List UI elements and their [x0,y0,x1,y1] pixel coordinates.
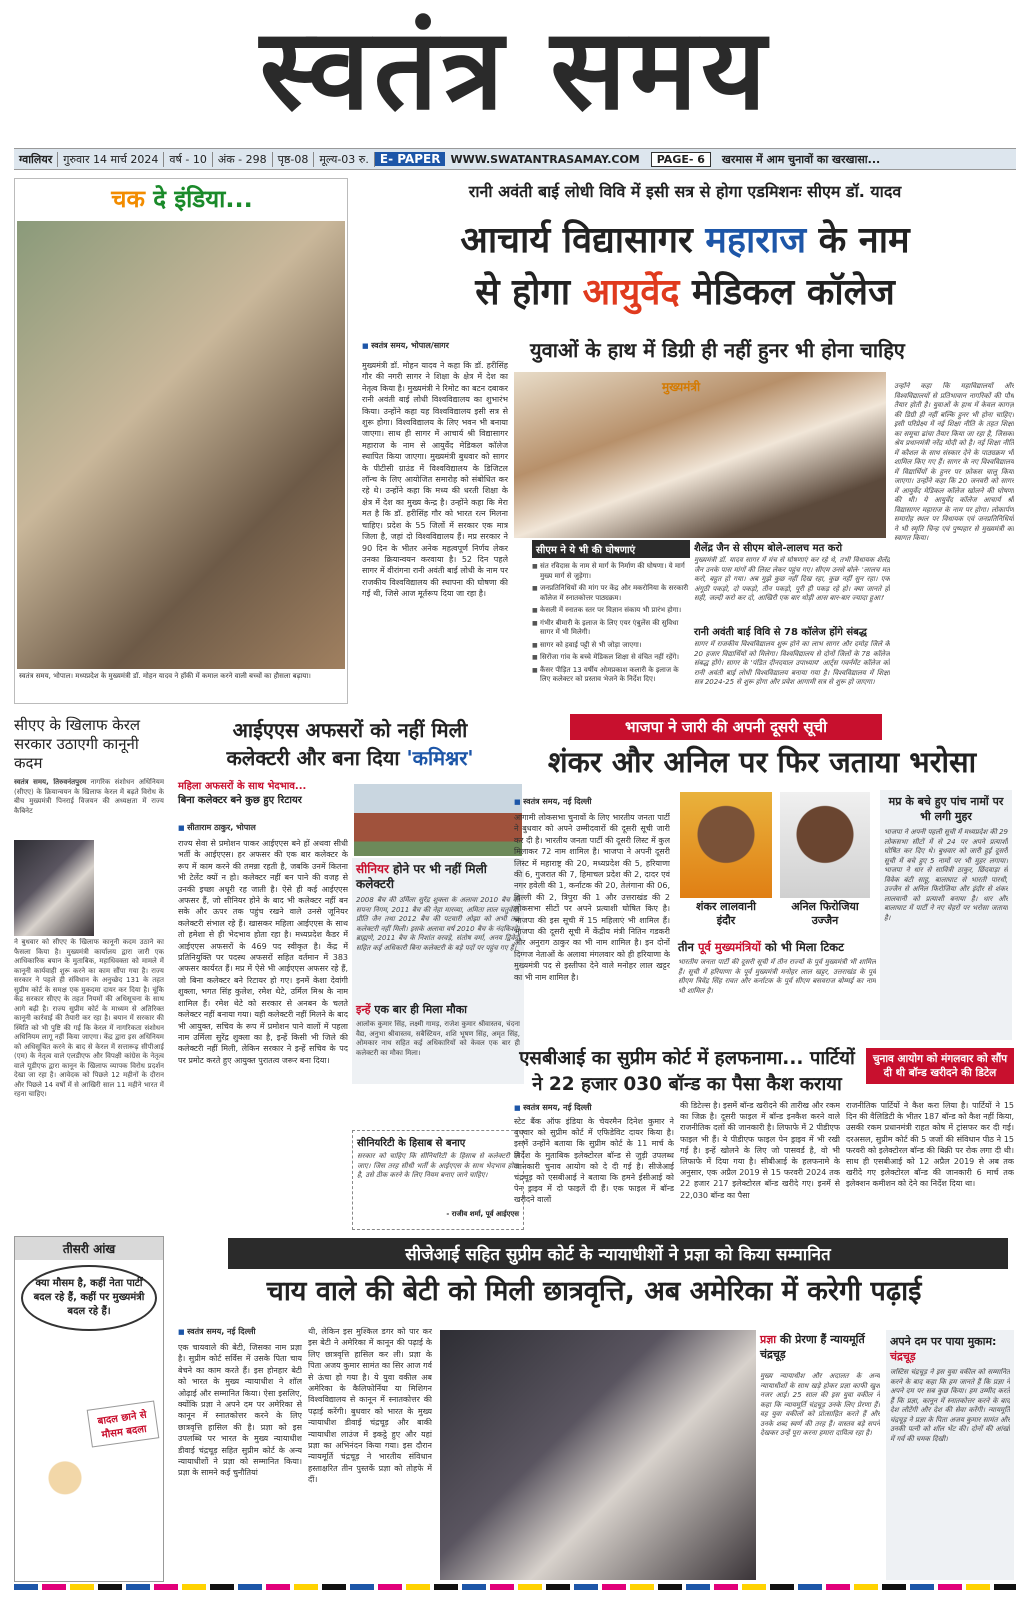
teaser-text: खरमास में आम चुनावों का खरखासा... [721,152,881,166]
ias-headline [176,716,524,772]
pragya-headline: चाय वाले की बेटी को मिली छात्रवृत्ति, अब अमेरिका में करेगी पढ़ाई [266,1276,922,1307]
page-number: PAGE- 6 [651,152,711,167]
pragya-col1: एक चायवाले की बेटी, जिसका नाम प्रज्ञा है। सुप्रीम कोर्ट सर्विस में उसके पिता चाय बेचने का काम करते हैं। इस होनहार बेटी को भारत के मुख्य न्यायाधीश ने शॉल ओढ़ाई और सम्मानित किया। ऐसा इसलिए, क्योंकि प्रज्ञा ने अपने दम पर अमेरिका से कानून में स्नातकोत्तर करने के लिए छात्रवृत्ति हासिल की है। प्रज्ञा को इस उपलब्धि पर भारत के मुख्य न्यायाधीश डीवाई चंद्रचूड़ सहित सुप्रीम कोर्ट के अन्य न्यायाधीशों ने प्रज्ञा को सम्मानित किया। प्रज्ञा के सामने कई चुनौतियां [178,1343,302,1478]
bjp-byline: ■ स्वतंत्र समय, नई दिल्ली [514,796,674,807]
ex-cm-title [678,940,878,955]
cm-point-item: ■ संत रविदास के नाम से मार्ग के निर्माण की घोषणा। ये मार्ग मुख्य मार्ग से जुड़ेगा। [532,562,690,581]
shailendra-title: शैलेंद्र जैन से सीएम बोले-लालच मत करो [694,543,843,554]
chakde-title-part1: चक [111,185,145,213]
bottom-color-strip [14,1584,1016,1590]
cm-point-item: ■ सागर को हवाई पट्टी से भी जोड़ा जाएगा। [532,641,690,651]
pragya-byline: ■ स्वतंत्र समय, नई दिल्ली [178,1326,308,1337]
ias-sub2: बिना कलेक्टर बने कुछ हुए रिटायर [178,795,302,806]
inspire-title [760,1332,880,1362]
own-body: जस्टिस चंद्रचूड़ ने इस युवा वकील को सम्मानित करने के बाद कहा कि हम जानते हैं कि प्रज्ञा ने अपने दम पर सब कुछ किया। हम उम्मीद करते हैं कि प्रज्ञा, कानून में स्नातकोत्तर करने के बाद देश लौटेंगी और देश की सेवा करेंगी। न्यायमूर्ति चंद्रचूड़ ने प्रज्ञा के पिता अजय कुमार सामंत और उनकी पत्नी को शॉल भेंट की। दोनों की आंखों में गर्व की चमक दिखी। [890,1368,1010,1443]
kerala-byline-intro [14,778,164,838]
dateline-city: ग्वालियर [14,152,58,167]
cartoon-figure [27,1457,103,1573]
pragya-photo [440,1330,756,1580]
chakde-title [15,179,349,219]
ias-byline: ■ सीताराम ठाकुर, भोपाल [178,822,348,833]
kerala-body: ने बुधवार को सीएए के खिलाफ कानूनी कदम उठाने का फैसला किया है। मुख्यमंत्री कार्यालय द्वारा जारी एक आधिकारिक बयान के मुताबिक, महाधिवक्ता को मामले में कानूनी कार्यवाही शुरू करने का काम सौंपा गया है। राज्य सरकार ने पहले ही संविधान के अनुच्छेद 131 के तहत सुप्रीम कोर्ट के समक्ष एक मुकदमा दायर कर दिया है। चूंकि केंद्र सरकार सीएए के तहत नियमों की अधिसूचना के साथ आगे बढ़ी है। राज्य सुप्रीम कोर्ट के माध्यम से अतिरिक्त कानूनी कार्रवाई की तैयारी कर रहा है। बयान में सरकार की स्थिति को भी पुष्टि की गई कि केरल में नागरिकता संशोधन अधिनियम लागू नहीं किया जाएगा। केंद्र द्वारा इस अधिनियम को अधिसूचित करने के बाद से केरल में सत्तारूढ़ सीपीआई (एम) के नेतृत्व वाले एलडीएफ और विपक्षी कांग्रेस के नेतृत्व वाले यूडीएफ द्वारा कानून के खिलाफ व्यापक विरोध प्रदर्शन देखा जा रहा है। आवेदक को पिछले 12 महीनों के दौरान और पिछले 14 वर्षों में से आखिरी साल 11 महीने भारत में रहना चाहिए। [14,938,164,1098]
masthead [0,0,1030,145]
dateline-bar [14,148,1016,170]
ias-quote-title: सीनियरिटी के हिसाब से बनाए [357,1138,466,1149]
ias-again-title [356,1002,520,1017]
lead-headline-line2 [360,267,1010,319]
cartoon-block [14,1236,164,1582]
cartoon-bubble: क्या मौसम है, कहीं नेता पार्टी बदल रहे हैं, कहीं पर मुख्यमंत्री बदल रहे हैं। [21,1265,157,1331]
sbi-col3: राजनीतिक पार्टियों ने कैश करा लिया है। पार्टियों ने 15 दिन की वैलिडिटी के भीतर 187 बॉन्ड को कैश नहीं किया, उसकी रकम प्रधानमंत्री राहत कोष में ट्रांसफर कर दी गई। दरअसल, सुप्रीम कोर्ट की 5 जजों की संविधान पीठ ने 15 फरवरी को इलेक्टोरल बॉन्ड की बिक्री पर रोक लगा दी थी। साथ ही एसबीआई को 12 अप्रैल 2019 से अब तक खरीदे गए इलेक्टोरल बॉन्ड की जानकारी 6 मार्च तक इलेक्शन कमीशन को देने का निर्देश दिया था। [846,1101,1014,1189]
ias-again-body: आलोक कुमार सिंह, लक्ष्मी गामड़, राजेश कुमार श्रीवास्तव, चंदना वैद्य, अनुभा श्रीवास्तव, सबैस्टियन, शशि भूषण सिंह, अमृत सिंह, ओमकार नाथ सहित कई अधिकारियों को केवल एक बार ही कलेक्टरी का मौका मिला। [356,1020,520,1057]
sbi-col1: स्टेट बैंक ऑफ इंडिया के चेयरमैन दिनेश कुमार ने बुधवार को सुप्रीम कोर्ट में एफिडेविट दायर किया है। इसमें उन्होंने बताया कि सुप्रीम कोर्ट के 11 मार्च के निर्देश के मुताबिक इलेक्टोरल बॉन्ड से जुड़ी उपलब्ध जानकारी चुनाव आयोग को दे दी गई है। सीजेआई चंद्रचूड़ को एसबीआई ने बताया कि हमने ईसीआई को पेन ड्राइव में दो फाइलें दी हैं। एक फाइल में बॉन्ड खरीदने वालों [514,1117,674,1205]
cand2-city: उज्जैन [811,914,839,927]
ec-box: चुनाव आयोग को मंगलवार को सौंप दी थी बॉन्ड खरीदने की डिटेल [866,1048,1014,1084]
bjp-headline: शंकर और अनिल पर फिर जताया भरोसा [547,745,977,779]
lead-hl2-a: से होगा [475,272,571,313]
chakde-caption: स्वतंत्र समय, भोपाल। मध्यप्रदेश के मुख्यमंत्री डॉ. मोहन यादव ने हॉकी में कमाल करने वाली बच्चों का हौसला बढ़ाया। [19,672,311,680]
ex-cm-b: पूर्व मुख्यमंत्रियों [697,940,761,954]
lead-headline-line1 [360,215,1010,267]
inspire-body: मुख्य न्यायाधीश और अदालत के अन्य न्यायाधीशों के साथ खड़े होकर प्रज्ञा काफी खुश नजर आई। 25 साल की इस युवा वकील ने कहा कि न्यायमूर्ति चंद्रचूड़ उनके लिए प्रेरणा हैं। वह युवा वकीलों को प्रोत्साहित करते हैं और उनके शब्द स्वर्ण की तरह हैं। वास्तव बड़े सपने देखकर उन्हें पूरा करना हमारा दायित्व रहा है। [760,1372,880,1437]
epaper-badge: E- PAPER [375,152,446,166]
cand1-city: इंदौर [716,914,736,927]
cm-point-item: ■ जनप्रतिनिधियों की मांग पर केंद्र और मकरोनिया के सरकारी कॉलेज में स्नातकोत्तर पाठ्यक्रम। [532,584,690,603]
own-title-a: अपने दम पर पाया मुकाम: [890,1335,997,1348]
lead-subhead: युवाओं के हाथ में डिग्री ही नहीं हुनर भी होना चाहिए [530,338,905,362]
chakde-title-part2: दे इंडिया... [153,185,253,213]
cm-announcements-box [532,540,690,704]
rani-body: सागर में राजकीय विश्वविद्यालय शुरू होने का लाभ सागर और दमोह जिले के 20 हजार विद्यार्थियों को मिलेगा। विश्वविद्यालय से दोनों जिलों के 78 कॉलेज संबद्ध होंगे। सागर के 'पंडित दीनदयाल उपाध्याय' आर्ट्स गवर्नमेंट कॉलेज को रानी अवंती बाई लोधी विश्वविद्यालय बनाया गया है। विश्वविद्यालय में शिक्षा सत्र 2024-25 से शुरू होगा और प्रवेश आगामी सत्र से शुरू हो जाएगा। [694,640,890,686]
ex-cm-c: को भी मिला टिकट [765,940,844,954]
own-title-b: चंद्रचूड़ [890,1350,916,1363]
lead-hl1-a: आचार्य विद्यासागर [460,220,693,261]
sbi-byline: ■ स्वतंत्र समय, नई दिल्ली [514,1102,674,1113]
cm-point-item: ■ कैंसर पीड़ित 13 वर्षीय ओमप्रकाश कलारी के इलाज के लिए कलेक्टर को प्रस्ताव भेजने के निर्देश दिए। [532,666,690,685]
ias-senior-title-a: सीनियर [356,862,389,876]
ex-cm-a: तीन [678,940,694,954]
ias-hl2-b: 'कमिश्नर' [406,746,474,770]
pragya-bar: सीजेआई सहित सुप्रीम कोर्ट के न्यायाधीशों ने प्रज्ञा को किया सम्मानित [228,1238,1008,1269]
lead-byline: ■ स्वतंत्र समय, भोपाल/सागर [362,340,532,351]
kerala-byline: स्वतंत्र समय, तिरुवनंतपुरम [14,778,87,786]
ias-headline-line2 [176,744,524,772]
lead-hl1-c: के नाम [818,220,910,261]
dateline-price: मूल्य-03 रु. [314,152,375,167]
ias-quote-body: सरकार को चाहिए कि सीनियरिटी के हिसाब से कलेक्टरी दी जाए। जिस तरह सीधी भर्ती के आईएएस के साथ भेदभाव होता है, उसे ठीक करने के लिए नियम बनाए जाने चाहिए। [357,1152,519,1179]
bjp-bar: भाजपा ने जारी की अपनी दूसरी सूची [570,714,882,740]
dateline-year: वर्ष - 10 [164,152,212,167]
ias-senior-title [356,862,520,892]
pragya-col2: थी, लेकिन इस मुश्किल डगर को पार कर इस बेटी ने अमेरिका में कानून की पढ़ाई के लिए छात्रवृत्ति हासिल कर ली। प्रज्ञा के पिता अजय कुमार सामंत का सिर आज गर्व से ऊंचा हो गया है। ये युवा वकील अब अमेरिका के कैलिफोर्निया या मिशिगन विश्वविद्यालय से कानून में स्नातकोत्तर की पढ़ाई करेंगी। बुधवार को भारत के मुख्य न्यायाधीश डीवाई चंद्रचूड़ और बाकी न्यायाधीश लाउंज में इकट्ठे हुए और यहां प्रज्ञा का अभिनंदन किया गया। इस दौरान न्यायमूर्ति चंद्रचूड़ ने भारतीय संविधान हस्ताक्षरित तीन पुस्तकें प्रज्ञा को तोहफे में दीं। [308,1327,432,1485]
ias-again-title-a: इन्हें [356,1003,371,1016]
cm-point-item: ■ गंभीर बीमारी के इलाज के लिए एयर एंबुलेंस की सुविधा सागर में भी मिलेगी। [532,619,690,638]
chakde-photo [17,221,345,669]
ias-senior-body: 2008 बैच की उर्मिला सुरेंद्र शुक्ला के अलावा 2010 बैच की सपना निगम, 2011 बैच की नेहा मारव्या, अमिता लाल चतुर्वेदी, प्रीति जैन तथा 2012 बैच की पटवारी ओझा को अभी तक कलेक्टरी नहीं मिली। इसके अलावा वर्ष 2010 बैच के नंदकिशोर ब्राह्मणे, 2011 बैच के निशांत वरवड़े, संतोष वर्मा, अनय द्विवेदी सहित कई अधिकारी बिना कलेक्टरी के बड़े पदों पर पहुंच गए हैं। [356,896,520,952]
bjp-body: आगामी लोकसभा चुनावों के लिए भारतीय जनता पार्टी ने बुधवार को अपने उम्मीदवारों की दूसरी सूची जारी कर दी है। भारतीय जनता पार्टी की दूसरी लिस्ट में कुल मिलाकर 72 नाम शामिल है। भाजपा ने अपनी दूसरी लिस्ट में महाराष्ट्र की 20, मध्यप्रदेश की 5, हरियाणा की 6, गुजरात की 7, हिमाचल प्रदेश की 2, दादर एवं नगर हवेली की 1, कर्नाटक की 20, तेलंगाना की 06, दिल्ली की 2, त्रिपुरा की 1 और उत्तराखंड की 2 लोकसभा सीटों पर अपने प्रत्याशी घोषित किए है। भाजपा की इस सूची में 15 महिलाएं भी शामिल हैं। भाजपा की दूसरी सूची में केंद्रीय मंत्री नितिन गडकरी और अनुराग ठाकुर का भी नाम शामिल है। इन दोनों दिग्गज नेताओं के अलावा मंगलवार को ही हरियाणा के मुख्यमंत्री पद से इस्तीफा देने वाले मनोहर लाल खट्टर का भी नाम शामिल है। [514,813,670,982]
kerala-intro: नागरिक संशोधन अधिनियम (सीएए) के क्रियान्वयन के खिलाफ केरल में बढ़ते विरोध के बीच मुख्यमंत्री पिनराई विजयन की अध्यक्षता में राज्य कैबिनेट [14,778,164,815]
ias-hl2-a: कलेक्टरी और बना दिया [226,746,400,770]
mp-box-title: मप्र के बचे हुए पांच नामों पर भी लगी मुहर [888,795,1004,823]
sbi-headline-line1: एसबीआई का सुप्रीम कोर्ट में हलफनामा... पार्टियों [519,1048,855,1069]
lead-hl1-b: महाराज [705,220,807,261]
dateline-issue: अंक - 298 [213,152,273,167]
cand2-name: अनिल फिरोजिया [791,900,859,913]
ias-quote-author: - राजीव शर्मा, पूर्व आईएएस [446,1210,519,1218]
ias-quote-box [352,1130,524,1230]
ias-body: राज्य सेवा से प्रमोशन पाकर आईएएस बने हों अथवा सीधी भर्ती के आईएएस। हर अफसर की एक बार कलेक्टर के रूप में काम करने की तमन्ना रहती है, जबकि उनमें कितना भी टेलेंट क्यों न हो। कलेक्टर नहीं बन पाने की वजह से उनकी इच्छा अधूरी रह जाती है। ऐसे ही कई आईएएस अफसर हैं, जो सीनियर होने के बाद भी कलेक्टर नहीं बन सके और ऊपर तक पहुंच रखने वाले उनसे जूनियर कलेक्टरी संभाल रहे हैं। खासकर महिला आईएएस के साथ तो हमेशा से ही भेदभाव होता रहा है। मध्यप्रदेश कैडर में आईएएस अफसरों के 469 पद स्वीकृत है। केंद्र में प्रतिनियुक्ति पर पदस्थ अफसरों सहित वर्तमान में 383 अफसर कार्यरत हैं। मप्र में ऐसे भी आईएएस अफसर रहे हैं, जो बिना कलेक्टर बने रिटायर हो गए। इनमें केशा देवांगी शुक्ला, भगत सिंह कुलेश, रमेश थेटे, उर्मिल मिश्र के नाम शामिल हैं। रमेश थेटे को सरकार से अनबन के चलते कलेक्टर नहीं बनाया गया। यही कलेक्टरी नहीं मिलने के बाद भी आयुक्त, सचिव के रूप में प्रमोशन पाने वालों में पहला नाम उर्मिला सुरेंद्र शुक्ला का है, इन्हें किसी भी जिले की कलेक्टरी नहीं मिली, लेकिन सरकार ने इन्हें सचिव के पद पर प्रमोट करते हुए आयुक्त पुरातत्व जरूर बना दिया। [178,839,348,1065]
ias-sub1: महिला अफसरों के साथ भेदभाव... [178,781,307,792]
ias-senior-title-b: होने पर भी नहीं मिली कलेक्टरी [356,862,487,891]
ias-again-title-b: एक बार ही मिला मौका [374,1003,468,1016]
lead-headline [360,215,1010,319]
cand2-photo [780,792,870,898]
mp-box [880,790,1012,1040]
lead-body: मुख्यमंत्री डॉ. मोहन यादव ने कहा कि डॉ. हरीसिंह गौर की नगरी सागर ने शिक्षा के क्षेत्र में देश का नेतृत्व किया है। मुख्यमंत्री ने रिमोट का बटन दबाकर रानी अवंती बाई लोधी विश्वविद्यालय का शुभारंभ किया। उन्होंने कहा यह विश्वविद्यालय इसी सत्र से शुरू होगा। विश्वविद्यालय के लिए भवन भी बनाया जाएगा। साथ ही सागर में आचार्य श्री विद्यासागर महाराज के नाम से आयुर्वेद मेडिकल कॉलेज स्थापित किया जाएगा। मुख्यमंत्री बुधवार को सागर के पीटीसी ग्राउंड में विश्वविद्यालय के डिजिटल लॉन्च के लिए आयोजित समारोह को संबोधित कर रहे थे। उन्होंने कहा कि मध्य की धरती शिक्षा के क्षेत्र में देश का मुख्य केन्द्र है। उन्होंने कहा कि मेरा मत है कि डॉ. हरीसिंह गौर को भारत रत्न मिलना चाहिए। प्रदेश के 55 जिलों में सरकार एक मात्र जिला है, जहां दो विश्वविद्यालय हैं। मप्र सरकार ने 90 दिन के भीतर अनेक महत्वपूर्ण निर्णय लेकर उनका क्रियान्वयन करवाया है। 52 दिन पहले सागर में वीरांगना रानी अवंती बाई लोधी के नाम पर राजकीय विश्वविद्यालय की स्थापना की घोषणा की गई थी, जिसे आज मूर्तरूप दिया जा रहा है। [362,361,508,599]
cm-point-item: ■ सिरोंजा गांव के बच्चे मेडिकल शिक्षा से वंचित नहीं रहेंगे। [532,653,690,663]
mp-box-body: भाजपा ने अपनी पहली सूची में मध्यप्रदेश की 29 लोकसभा सीटों में से 24 पर अपने प्रत्याशी घोषित कर दिए थे। बुधवार को जारी हुई दूसरी सूची में बचे हुए 5 नामों पर भी मुहर लगाया। भाजपा ने धार से सावित्री ठाकुर, छिंदवाड़ा से विवेक बंटी साहू, बालाघाट से भारती पारधी, उज्जैन से अनिल फिरोजिया और इंदौर से शंकर लालवानी को प्रत्याशी बनाया है। धार और बालाघाट में पार्टी ने नए चेहरों पर भरोसा जताया है। [884,828,1008,922]
newspaper-title: स्वतंत्र समय [259,4,771,135]
chakde-photo-block [14,178,348,704]
dateline-date: गुरुवार 14 मार्च 2024 [58,152,164,167]
rani-title: रानी अवंती बाई विवि से 78 कॉलेज होंगे संबद्ध [694,627,867,638]
lead-hl2-b: आयुर्वेद [582,272,680,313]
kerala-headline: सीएए के खिलाफ केरल सरकार उठाएगी कानूनी कदम [14,716,141,772]
cand1-photo [680,792,772,898]
lead-event-photo [514,372,886,538]
ias-headline-line1: आईएएस अफसरों को नहीं मिली [232,718,468,742]
dateline-pages: पृष्ठ-08 [273,152,315,167]
sbi-headline-line2: ने 22 हजार 030 बॉन्ड का पैसा कैश कराया [532,1074,842,1095]
cartoon-placard: बादल छाने से मौसम बदला [87,1400,160,1447]
cm-points-list [532,562,690,685]
cartoon-header: तीसरी आंख [15,1237,163,1260]
own-box [886,1330,1014,1580]
cm-box-title: सीएम ने ये भी की घोषणाएं [532,540,690,558]
inspire-title-b: की प्रेरणा हैं न्यायमूर्ति चंद्रचूड़ [760,1333,865,1361]
ias-senior-box [352,858,524,1084]
kerala-cm-photo [14,840,94,936]
cand1-name: शंकर लालवानी [696,900,756,913]
sbi-col2: की डिटेल्स है। इसमें बॉन्ड खरीदने की तारीख और रकम का जिक्र है। दूसरी फाइल में बॉन्ड इनकैश करने वाले राजनीतिक दलों की जानकारी है। लिफाफे में 2 पीडीएफ फाइल भी हैं। ये पीडीएफ फाइल पेन ड्राइव में भी रखी गई है। इन्हें खोलने के लिए जो पासवर्ड है, वो भी लिफाफे में दिया गया है। सीबीआई के हलफनामे के अनुसार, एक अप्रैल 2019 से 15 फरवरी 2024 तक 22 हजार 217 इलेक्टोरल बॉन्ड खरीदे गए। इनमें से 22,030 बॉन्ड का पैसा [680,1101,840,1200]
lead-right-column: उन्होंने कहा कि महाविद्यालयों और विश्वविद्यालयों से प्रतिभावान नागरिकों की पौध तैयार होती है। युवाओं के हाथ में केवल कागज़ की डिग्री ही नहीं बल्कि हुनर भी होना चाहिए। इसी परिप्रेक्ष्य में नई शिक्षा नीति के तहत शिक्षा का समूचा ढांचा तैयार किया जा रहा है, जिसका श्रेय प्रधानमंत्री नरेंद्र मोदी को है। नई शिक्षा नीति में कौशल के साथ संस्कार देने के पाठ्यक्रम भी शामिल किए गए हैं। सागर के नए विश्वविद्यालय में विद्यार्थियों के हुनर पर फ़ोकस चालू किया जाएगा। उन्होंने कहा कि 20 जनवरी को सागर में आयुर्वेद मेडिकल कॉलेज खोलने की घोषणा की थी। ये आयुर्वेद कॉलेज आचार्य श्री विद्यासागर महाराज के नाम पर होगा। लोकार्पण समारोह स्थल पर विधायक एवं जनप्रतिनिधियों ने भी स्मृति चिन्ह एवं पुष्पहार से मुख्यमंत्री का स्वागत किया। [894,382,1014,542]
inspire-title-a: प्रज्ञा [760,1333,777,1346]
lead-kicker: रानी अवंती बाई लोधी विवि में इसी सत्र से होगा एडमिशनः सीएम डॉ. यादव [468,182,902,201]
ex-cm-body: भारतीय जनता पार्टी की दूसरी सूची में तीन राज्यों के पूर्व मुख्यमंत्री भी शामिल हैं। सूची में हरियाणा के पूर्व मुख्यमंत्री मनोहर लाल खट्टर, उत्तराखंड के पूर्व सीएम त्रिवेंद्र सिंह रावत और कर्नाटक के पूर्व सीएम बसवराज बोम्मई का नाम भी शामिल है। [678,958,876,995]
lead-hl2-c: मेडिकल कॉलेज [692,272,895,313]
shailendra-body: मुख्यमंत्री डॉ. यादव सागर में मंच से घोषणाएं कर रहे थे, तभी विधायक शैलेंद्र जैन उनके पास मांगों की लिस्ट लेकर पहुंच गए। सीएम उनसे बोले- 'लालच मत करो, बहुत हो गया। अब मुझे कुछ नहीं दिख रहा, कुछ नहीं सुन रहा। एक अंगूठी पकड़ो, दो पकड़ो, तीन पकड़ो, पूरी ही पकड़ रहे हो। क्या जानते हो सही, जल्दी करो कर दो, आखिरी एक बार थोड़ी आस बार-बार ज्यादा हुआ।' [694,556,890,602]
sbi-headline [512,1046,862,1098]
lead-photo-label: मुख्यमंत्री [662,380,701,394]
own-title [890,1334,1010,1364]
ias-building-photo [354,784,522,856]
website-link[interactable]: WWW.SWATANTRASAMAY.COM [450,152,640,166]
cand1-label [680,900,772,928]
cm-point-item: ■ केसली में स्नातक स्तर पर विज्ञान संकाय भी प्रारंभ होगा। [532,606,690,616]
cand2-label [780,900,870,928]
